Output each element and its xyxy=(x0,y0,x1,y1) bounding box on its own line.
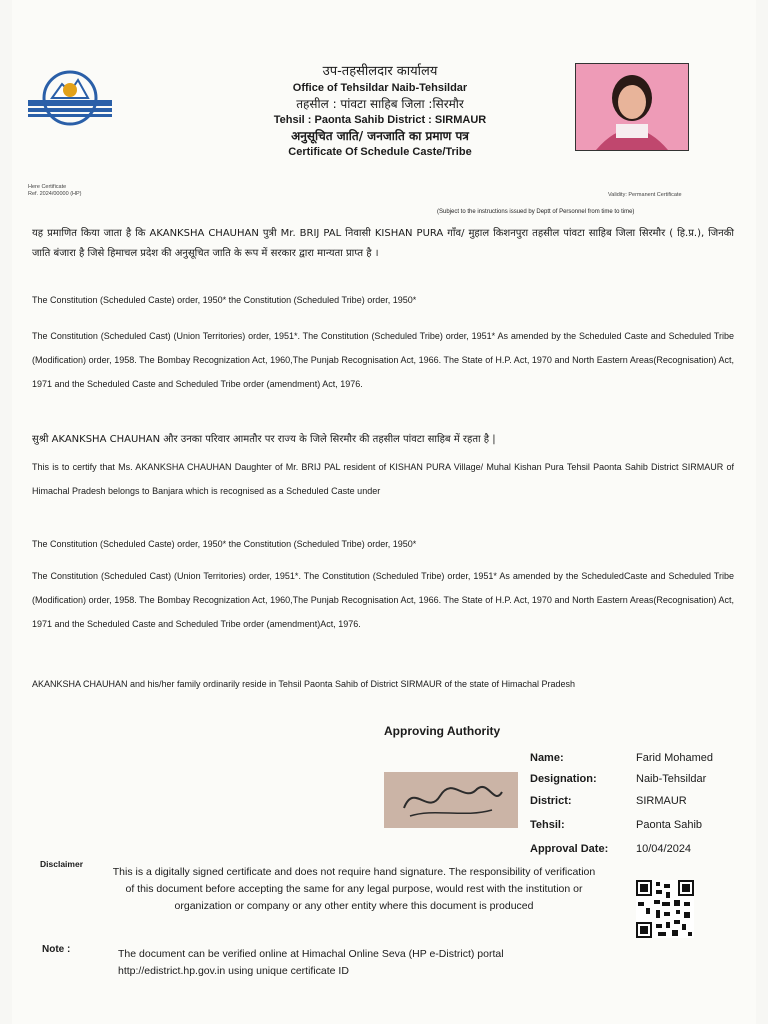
tehsil-district: Tehsil : Paonta Sahib District : SIRMAUR xyxy=(273,114,487,126)
disclaimer-label: Disclaimer xyxy=(40,859,83,869)
applicant-photo xyxy=(575,63,689,151)
approving-authority-title: Approving Authority xyxy=(384,724,501,738)
qr-code-icon xyxy=(636,880,694,938)
office-title-hindi: उप-तहसीलदार कार्यालय xyxy=(322,64,438,79)
certificate-header xyxy=(180,64,580,160)
subject-note: (Subject to the instructions issued by Deptt of Personnel from time to time) xyxy=(437,209,635,215)
signature-icon xyxy=(384,772,518,828)
residence-statement: AKANKSHA CHAUHAN and his/her family ordinarily reside in Tehsil Paonta Sahib of District SIRMAUR of the state of Himachal Pradesh xyxy=(32,679,576,689)
certification-text: This is to certify that Ms. AKANKSHA CHAUHAN Daughter of Mr. BRIJ PAL resident of KISHAN PURA Village/ Muhal Kishan Pura Tehsil Paonta Sahib District SIRMAUR of Himachal Pradesh belongs to Banjara which is recognised as a Scheduled Caste under xyxy=(32,462,734,496)
hindi-residence: सुश्री AKANKSHA CHAUHAN और उनका परिवार आमतौर पर राज्य के जिले सिरमौर की तहसील पांवटा साहिब में रहता है | xyxy=(32,434,496,445)
disclaimer-text: This is a digitally signed certificate and does not require hand signature. The responsibility of verification of this document before accepting the same for any legal purpose, would rest with the institution or organization or company or any other entity where this document is produced xyxy=(112,866,596,912)
constitution-clause-4: The Constitution (Scheduled Cast) (Union Territories) order, 1951*. The Constitution (Scheduled Tribe) order, 1951* As amended by the ScheduledCaste and Scheduled Tribe (Modification) order, 1958. The Bombay Recognization Act, 1960,The Punjab Recognisation Act, 1966. The State of H.P. Act, 1970 and North Eastern Areas(Recognisation) Act, 1971 and the Scheduled Caste and Scheduled Tribe order (amendment)Act, 1976. xyxy=(32,571,734,629)
tehsil-hindi: तहसील : पांवटा साहिब जिला :सिरमौर xyxy=(296,97,464,111)
note-label: Note : xyxy=(42,944,71,955)
office-title: Office of Tehsildar Naib-Tehsildar xyxy=(292,82,468,94)
constitution-clause-1: The Constitution (Scheduled Caste) order, 1950* the Constitution (Scheduled Tribe) order, 1950* xyxy=(32,295,417,305)
person-icon xyxy=(576,64,688,150)
certificate-title-hindi: अनुसूचित जाति/ जनजाति का प्रमाण पत्र xyxy=(291,129,469,143)
digital-signature xyxy=(384,772,518,828)
meta-left: Here Certificate Ref. 2024/00000 (HP) xyxy=(28,184,82,197)
himachal-emblem-icon xyxy=(22,64,118,128)
note-text: The document can be verified online at Himachal Online Seva (HP e-District) portal http://edistrict.hp.gov.in using unique certificate ID xyxy=(118,948,504,977)
certificate-title: Certificate Of Schedule Caste/Tribe xyxy=(288,146,472,158)
validity-note: Validity: Permanent Certificate xyxy=(608,192,682,198)
constitution-clause-3: The Constitution (Scheduled Caste) order, 1950* the Constitution (Scheduled Tribe) order, 1950* xyxy=(32,539,417,549)
hindi-declaration: यह प्रमाणित किया जाता है कि AKANKSHA CHAUHAN पुत्री Mr. BRIJ PAL निवासी KISHAN PURA गाँव/ मुहाल किशनपुरा तहसील पांवटा साहिब जिला सिरमौर ( हि.प्र.), जिनकी जाति बंजारा है जिसे हिमाचल प्रदेश की अनुसूचित जाति के रूप में सरकार द्वारा मान्यता प्राप्त है । xyxy=(32,228,734,259)
constitution-clause-2: The Constitution (Scheduled Cast) (Union Territories) order, 1951*. The Constitution (Scheduled Tribe) order, 1951* As amended by the Scheduled Caste and Scheduled Tribe (Modification) order, 1958. The Bombay Recognization Act, 1960,The Punjab Recognisation Act, 1966. The State of H.P. Act, 1970 and North Eastern Areas(Recognisation) Act, 1971 and the Scheduled Caste and Scheduled Tribe order (amendment) Act, 1976. xyxy=(32,331,734,389)
